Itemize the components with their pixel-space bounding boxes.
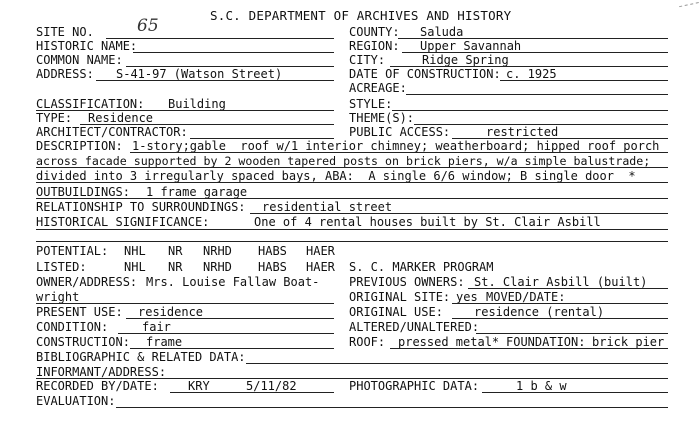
foundation-label: FOUNDATION: [506, 335, 586, 349]
description-line-1: 1-story;gable roof w/1 interior chimney; weatherboard; hipped roof porch [132, 139, 660, 153]
region-value: Upper Savannah [420, 39, 522, 53]
marker-program-label: S. C. MARKER PROGRAM [349, 260, 494, 274]
listed-nr: NR [168, 260, 183, 274]
description-rule-3 [36, 182, 668, 183]
city-label: CITY: [349, 53, 386, 67]
owner-line [36, 303, 334, 304]
historical-significance-label: HISTORICAL SIGNIFICANCE: [36, 215, 210, 229]
condition-label: CONDITION: [36, 320, 109, 334]
outbuildings-line [36, 198, 668, 199]
bibliographic-line [246, 363, 668, 364]
acreage-line [406, 94, 668, 95]
description-rule-2 [36, 167, 668, 168]
style-label: STYLE: [349, 97, 393, 111]
address-value: S-41-97 (Watson Street) [116, 67, 283, 81]
county-value: Saluda [420, 25, 464, 39]
page-title: S.C. DEPARTMENT OF ARCHIVES AND HISTORY [210, 8, 512, 23]
potential-haer: HAER [306, 244, 335, 258]
informant-label: INFORMANT/ADDRESS: [36, 365, 167, 379]
description-line-3: divided into 3 irregularly spaced bays, ABA: A single 6/6 window; B single door * [36, 169, 636, 183]
listed-habs: HABS [258, 260, 287, 274]
potential-nhl: NHL [124, 244, 146, 258]
classification-value: Building [168, 97, 226, 111]
historical-significance-value: One of 4 rental houses built by St. Clair Asbill [254, 215, 601, 229]
construction-value: frame [146, 335, 183, 349]
roof-value: pressed metal* [398, 335, 500, 349]
owner-label: OWNER/ADDRESS: [36, 275, 138, 289]
type-label: TYPE: [36, 111, 73, 125]
roof-label: ROOF: [349, 335, 386, 349]
potential-habs: HABS [258, 244, 287, 258]
city-value: Ridge Spring [422, 53, 509, 67]
historic-name-line [133, 52, 334, 53]
corner-mark [679, 2, 700, 17]
recorded-by-label: RECORDED BY/DATE: [36, 379, 159, 393]
evaluation-line [116, 407, 668, 408]
previous-owners-value: St. Clair Asbill (built) [474, 275, 648, 289]
site-no-label: SITE NO. [36, 25, 94, 39]
region-label: REGION: [349, 39, 400, 53]
altered-label: ALTERED/UNALTERED: [349, 320, 480, 334]
altered-line [476, 333, 668, 334]
themes-label: THEME(S): [349, 111, 415, 125]
architect-label: ARCHITECT/CONTRACTOR: [36, 125, 188, 139]
outbuildings-value: 1 frame garage [146, 185, 248, 199]
potential-nrhd: NRHD [203, 244, 232, 258]
condition-line [118, 333, 334, 334]
roof-line [390, 348, 668, 349]
moved-date-label: MOVED/DATE: [486, 290, 566, 304]
description-line-2: across facade supported by 2 wooden tapered posts on brick piers, w/a simple balustrade; [36, 154, 651, 168]
site-no-line [106, 38, 334, 39]
construction-label: CONSTRUCTION: [36, 335, 130, 349]
previous-owners-line [468, 288, 668, 289]
public-access-label: PUBLIC ACCESS: [349, 125, 451, 139]
evaluation-label: EVALUATION: [36, 394, 116, 408]
date-of-construction-value: c. 1925 [506, 67, 557, 81]
original-use-line [452, 318, 668, 319]
acreage-label: ACREAGE: [349, 81, 407, 95]
classification-label: CLASSIFICATION: [36, 97, 145, 111]
date-of-construction-label: DATE OF CONSTRUCTION: [349, 67, 501, 81]
present-use-line [126, 318, 334, 319]
significance-line-2 [36, 229, 668, 230]
present-use-value: residence [138, 305, 204, 319]
address-label: ADDRESS: [36, 67, 94, 81]
description-rule-1 [130, 152, 668, 153]
relationship-label: RELATIONSHIP TO SURROUNDINGS: [36, 200, 246, 214]
owner-value-2: wright [36, 290, 80, 304]
common-name-label: COMMON NAME: [36, 53, 123, 67]
historic-name-label: HISTORIC NAME: [36, 39, 138, 53]
listed-nrhd: NRHD [203, 260, 232, 274]
listed-nhl: NHL [124, 260, 146, 274]
public-access-value: restricted [486, 125, 559, 139]
relationship-line [250, 213, 668, 214]
description-label: DESCRIPTION: [36, 139, 123, 153]
condition-value: fair [142, 320, 171, 334]
photographic-data-value: 1 b & w [516, 379, 567, 393]
relationship-value: residential street [262, 200, 393, 214]
original-use-label: ORIGINAL USE: [349, 305, 443, 319]
previous-owners-label: PREVIOUS OWNERS: [349, 275, 465, 289]
original-site-value: yes [456, 290, 478, 304]
site-no-value: 65 [137, 16, 159, 36]
foundation-value: brick pier [592, 335, 665, 349]
county-label: COUNTY: [349, 25, 400, 39]
recorded-by-date: 5/11/82 [246, 379, 297, 393]
present-use-label: PRESENT USE: [36, 305, 123, 319]
photographic-data-label: PHOTOGRAPHIC DATA: [349, 379, 480, 393]
recorded-by-line [170, 392, 334, 393]
recorded-by-initials: KRY [188, 379, 210, 393]
listed-label: LISTED: [36, 260, 87, 274]
owner-value-1: Mrs. Louise Fallaw Boat- [146, 275, 320, 289]
significance-line-3 [36, 241, 668, 242]
classification-line [36, 110, 334, 111]
address-line [96, 80, 334, 81]
potential-label: POTENTIAL: [36, 244, 109, 258]
style-line [392, 110, 668, 111]
outbuildings-label: OUTBUILDINGS: [36, 185, 130, 199]
photographic-data-line [482, 392, 668, 393]
potential-nr: NR [168, 244, 183, 258]
type-value: Residence [88, 111, 154, 125]
original-site-line [452, 303, 668, 304]
listed-haer: HAER [306, 260, 335, 274]
bibliographic-label: BIBLIOGRAPHIC & RELATED DATA: [36, 350, 246, 364]
original-use-value: residence (rental) [474, 305, 605, 319]
date-line [500, 80, 668, 81]
construction-line [130, 348, 334, 349]
original-site-label: ORIGINAL SITE: [349, 290, 451, 304]
